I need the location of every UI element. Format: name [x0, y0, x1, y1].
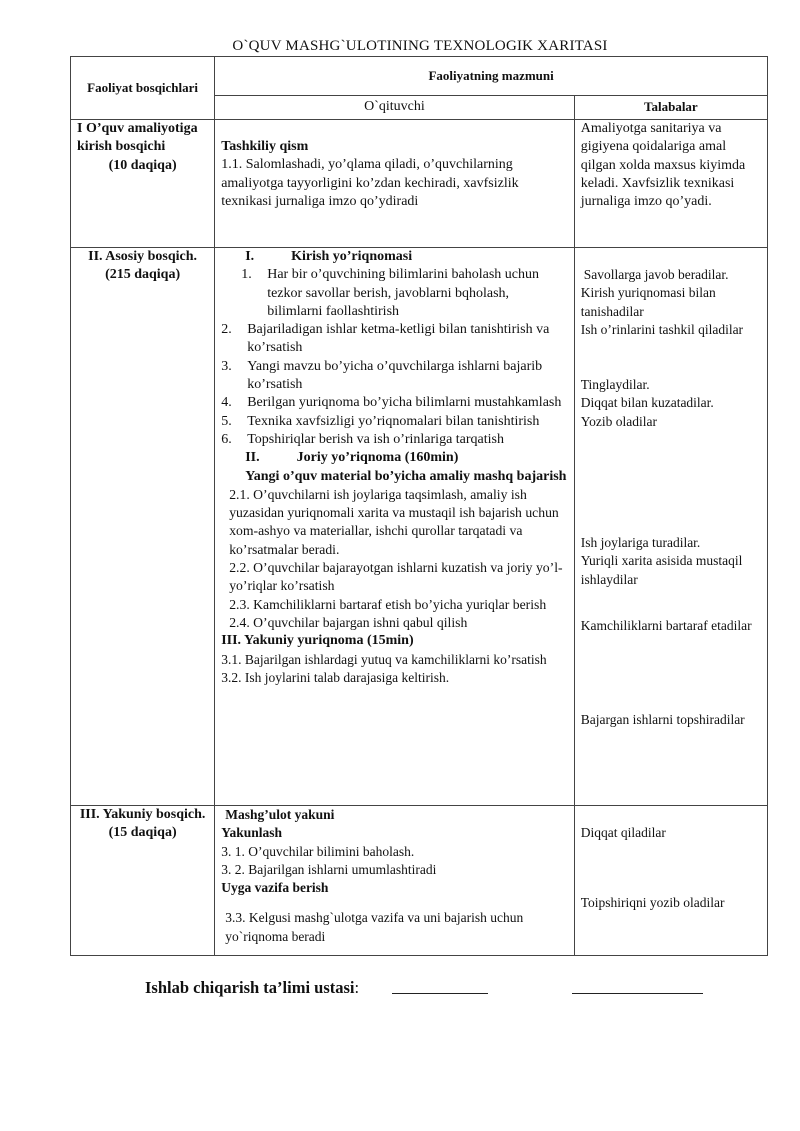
- instruction-item: 3.1. Bajarilgan ishlardagi yutuq va kamchiliklarni ko’rsatish: [221, 651, 547, 667]
- students-cell: [574, 806, 767, 956]
- teacher-text: 1.1. Salomlashadi, yo’qlama qiladi, o’quvchilarning amaliyotga tayyorligini ko’zdan kechiradi, xavfsizlik texnikasi jurnaliga imzo qo’ydiradi: [221, 157, 519, 209]
- stage-cell: [71, 120, 215, 248]
- student-action: Toipshiriqni yozib oladilar: [580, 895, 725, 911]
- section-heading: [221, 449, 568, 467]
- section-number: II.: [245, 450, 260, 466]
- students-cell: [574, 120, 767, 248]
- signature-colon: :: [354, 978, 360, 997]
- section-heading: [221, 248, 568, 266]
- student-action: Ish joylariga turadilar.: [580, 535, 701, 551]
- instruction-item: 2.2. O’quvchilar bajarayotgan ishlarni kuzatish va joriy yo’l-yo’riqlar ko’rsatish: [229, 560, 563, 594]
- item-text: Berilgan yuriqnoma bo’yicha bilimlarni mustahkamlash: [247, 395, 562, 411]
- item-text: Har bir o’quvchining bilimlarini baholash uchun tezkor savollar berish, javoblarni bqholash, bilimlarni faollashtirish: [267, 267, 539, 319]
- section-heading: III. Yakuniy yuriqnoma (15min): [221, 633, 414, 649]
- stage-row-intro: [71, 120, 768, 248]
- stage-name: III. Yakuniy bosqich.: [79, 807, 206, 822]
- item-number: 1.: [241, 267, 252, 283]
- section-number: I.: [245, 249, 255, 264]
- stage-cell: [71, 806, 215, 956]
- instruction-item: 2.4. O’quvchilar bajargan ishni qabul qilish: [229, 614, 468, 630]
- subheading: Yakunlash: [221, 825, 282, 841]
- instruction-item: [221, 358, 568, 395]
- instruction-list: [221, 266, 568, 449]
- section-title: Joriy yo’riqnoma (160min): [296, 450, 459, 466]
- item-number: 3.: [221, 358, 232, 374]
- signature-text: Ishlab chiqarish ta’limi ustasi: [145, 978, 355, 997]
- section-subtitle: Yangi o’quv material bo’yicha amaliy mashq bajarish: [245, 468, 567, 484]
- student-action: Kirish yuriqnomasi bilan tanishadilar: [580, 285, 716, 319]
- subheading: Uyga vazifa berish: [221, 880, 329, 896]
- subheading: Mashg’ulot yakuni: [225, 807, 335, 822]
- instruction-item: [221, 394, 568, 412]
- stage-name: I O’quv amaliyotiga kirish bosqichi: [77, 121, 198, 155]
- header-students: Talabalar: [574, 96, 767, 120]
- instruction-item: [221, 321, 568, 358]
- student-action: Yuriqli xarita asisida mustaqil ishlaydilar: [580, 553, 743, 587]
- item-number: 4.: [221, 395, 232, 411]
- instruction-item: 2.1. O’quvchilarni ish joylariga taqsimlash, amaliy ish yuzasidan yuriqnomali xarita va mustaqil ish bajarish uchun xom-ashyo va materiallar, ishchi qurollar tarqatadi va ko’rsatmalar beradi.: [229, 486, 559, 557]
- item-text: Texnika xavfsizligi yo’riqnomalari bilan tanishtirish: [247, 413, 540, 429]
- instruction-item: 3.3. Kelgusi mashg`ulotga vazifa va uni bajarish uchun yo`riqnoma beradi: [225, 910, 524, 944]
- instruction-item: 3. 1. O’quvchilar bilimini baholash.: [221, 843, 415, 859]
- instruction-item: 3.2. Ish joylarini talab darajasiga keltirish.: [221, 669, 450, 685]
- technology-map-table: [70, 56, 768, 956]
- header-row: [71, 57, 768, 96]
- signature-line[interactable]: [392, 993, 488, 994]
- header-content: Faoliyatning mazmuni: [215, 57, 768, 96]
- student-action: Yozib oladilar: [580, 413, 657, 429]
- student-action: Tinglaydilar.: [580, 377, 650, 393]
- instruction-item: [221, 266, 568, 321]
- instruction-item: 3. 2. Bajarilgan ishlarni umumlashtiradi: [221, 861, 437, 877]
- section-title: Kirish yo’riqnomasi: [291, 249, 413, 264]
- student-action: Savollarga javob beradilar.: [583, 267, 729, 282]
- student-action: Kamchiliklarni bartaraf etadilar: [580, 617, 752, 633]
- instruction-item: [221, 431, 568, 449]
- teacher-heading: Tashkiliy qism: [221, 139, 309, 154]
- stage-time: (215 daqiqa): [105, 267, 181, 283]
- instruction-list: [221, 651, 568, 688]
- instruction-item: 2.3. Kamchiliklarni bartaraf etish bo’yicha yuriqlar berish: [229, 596, 547, 612]
- stage-row-main: [71, 248, 768, 806]
- teacher-cell: [215, 806, 575, 956]
- students-text: Amaliyotga sanitariya va gigiyena qoidalariga amal qilgan xolda maxsus kiyimda keladi. Xavfsizlik texnikasi jurnaliga imzo qo’yadi.: [580, 121, 746, 210]
- instruction-item: [221, 413, 568, 431]
- student-action: Diqqat qiladilar: [580, 825, 666, 840]
- stage-time: (10 daqiqa): [108, 157, 177, 173]
- item-number: 5.: [221, 413, 232, 429]
- stage-name: II. Asosiy bosqich.: [88, 249, 198, 264]
- signature-label: [145, 978, 359, 998]
- document-title: O`QUV MASHG`ULOTINING TEXNOLOGIK XARITASI: [232, 38, 608, 54]
- student-action: Ish o’rinlarini tashkil qiladilar: [580, 321, 744, 337]
- instruction-list: [221, 486, 568, 632]
- teacher-cell: [215, 120, 575, 248]
- name-line[interactable]: [572, 993, 703, 994]
- item-text: Bajariladigan ishlar ketma-ketligi bilan tanishtirish va ko’rsatish: [247, 322, 550, 356]
- stage-row-final: [71, 806, 768, 956]
- student-action: Bajargan ishlarni topshiradilar: [580, 712, 745, 728]
- item-number: 2.: [221, 322, 232, 338]
- header-teacher: O`qituvchi: [215, 96, 575, 120]
- student-action: Diqqat bilan kuzatadilar.: [580, 395, 714, 411]
- item-number: 6.: [221, 431, 232, 447]
- header-stages: Faoliyat bosqichlari: [71, 57, 215, 120]
- stage-time: (15 daqiqa): [108, 825, 177, 841]
- item-text: Yangi mavzu bo’yicha o’quvchilarga ishlarni bajarib ko’rsatish: [247, 358, 543, 393]
- teacher-cell: [215, 248, 575, 806]
- stage-cell: [71, 248, 215, 806]
- item-text: Topshiriqlar berish va ish o’rinlariga tarqatish: [247, 431, 504, 447]
- students-cell: [574, 248, 767, 806]
